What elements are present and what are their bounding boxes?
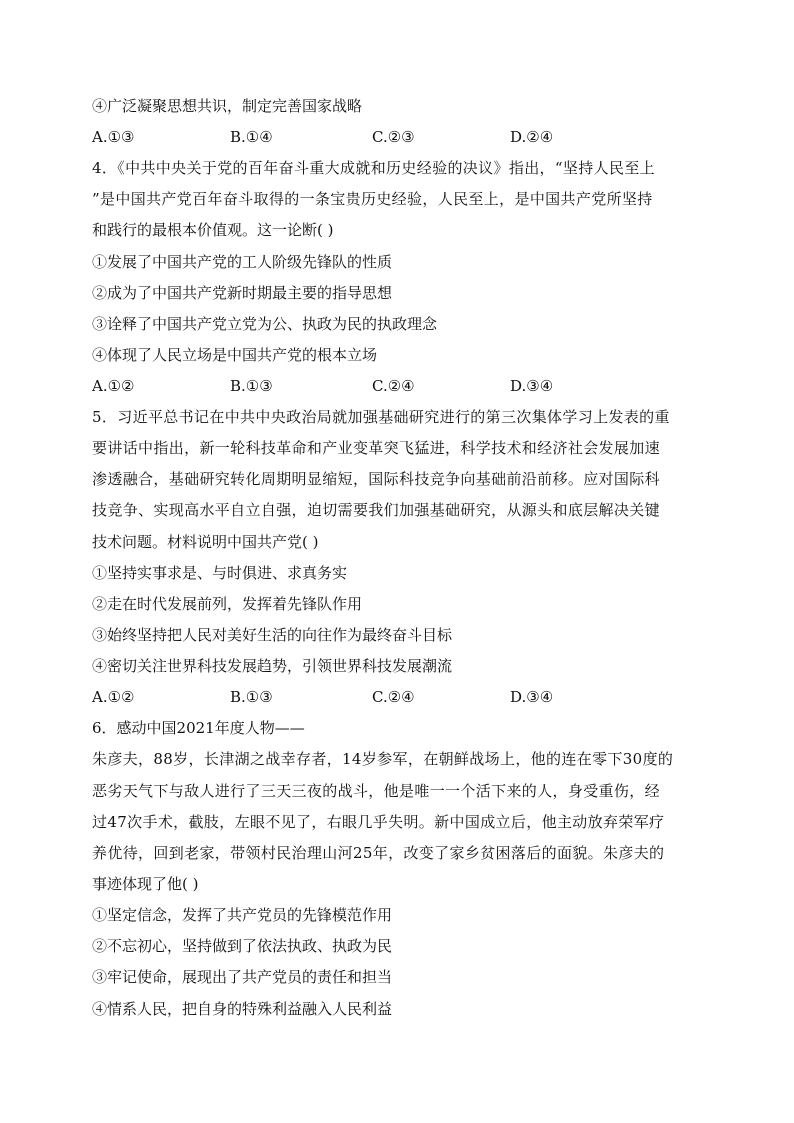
q6-option-3: ③牢记使命，展现出了共产党员的责任和担当 <box>92 968 393 986</box>
q6-stem-line-1: 6．感动中国2021年度人物—— <box>92 719 305 737</box>
q5-stem-line-2: 要讲话中指出，新一轮科技革命和产业变革突飞猛进，科学技术和经济社会发展加速 <box>92 439 660 457</box>
q4-option-4: ④体现了人民立场是中国共产党的根本立场 <box>92 346 378 364</box>
q5-option-4: ④密切关注世界科技发展趋势，引领世界科技发展潮流 <box>92 657 453 675</box>
q6-option-2: ②不忘初心，坚持做到了依法执政、执政为民 <box>92 937 393 955</box>
q5-option-1: ①坚持实事求是、与时俱进、求真务实 <box>92 564 348 582</box>
q6-stem-line-5: 养优待，回到老家，带领村民治理山河25年，改变了家乡贫困落后的面貌。朱彦夫的 <box>92 844 665 862</box>
q3-choice-a[interactable]: A.①③ <box>92 128 135 146</box>
q5-option-3: ③始终坚持把人民对美好生活的向往作为最终奋斗目标 <box>92 626 453 644</box>
q6-option-4: ④情系人民，把自身的特殊利益融入人民利益 <box>92 1000 393 1018</box>
q4-choice-a[interactable]: A.①② <box>92 377 135 395</box>
q6-stem-line-6: 事迹体现了他( ) <box>92 875 199 893</box>
q5-choice-c[interactable]: C.②④ <box>372 688 415 706</box>
q5-option-2: ②走在时代发展前列，发挥着先锋队作用 <box>92 595 363 613</box>
q5-stem-line-3: 渗透融合，基础研究转化周期明显缩短，国际科技竞争向基础前沿前移。应对国际科 <box>92 470 660 488</box>
q4-choice-d[interactable]: D.③④ <box>510 377 554 395</box>
q5-choice-b[interactable]: B.①③ <box>230 688 273 706</box>
q3-choice-c[interactable]: C.②③ <box>372 128 415 146</box>
q3-choices <box>92 127 712 147</box>
q5-stem-line-4: 技竞争、实现高水平自立自强，迫切需要我们加强基础研究，从源头和底层解决关键 <box>92 501 660 519</box>
q4-choices <box>92 376 712 396</box>
q3-choice-d[interactable]: D.②④ <box>510 128 554 146</box>
q6-stem-line-2: 朱彦夫，88岁，长津湖之战幸存者，14岁参军，在朝鲜战场上，他的连在零下30度的 <box>92 750 674 768</box>
q3-choice-b[interactable]: B.①④ <box>230 128 273 146</box>
q5-choice-d[interactable]: D.③④ <box>510 688 554 706</box>
q4-choice-b[interactable]: B.①③ <box>230 377 273 395</box>
q5-choices <box>92 687 712 707</box>
q3-option-4: ④广泛凝聚思想共识，制定完善国家战略 <box>92 97 363 115</box>
q4-stem-line-1: 4．《中共中央关于党的百年奋斗重大成就和历史经验的决议》指出，“坚持人民至上 <box>92 159 656 177</box>
q4-stem-line-2: ”是中国共产党百年奋斗取得的一条宝贵历史经验，人民至上，是中国共产党所坚持 <box>92 190 653 208</box>
q4-choice-c[interactable]: C.②④ <box>372 377 415 395</box>
q5-stem-line-1: 5．习近平总书记在中共中央政治局就加强基础研究进行的第三次集体学习上发表的重 <box>92 408 670 426</box>
q6-option-1: ①坚定信念，发挥了共产党员的先锋模范作用 <box>92 906 393 924</box>
q5-choice-a[interactable]: A.①② <box>92 688 135 706</box>
q4-option-1: ①发展了中国共产党的工人阶级先锋队的性质 <box>92 253 393 271</box>
q4-option-2: ②成为了中国共产党新时期最主要的指导思想 <box>92 284 393 302</box>
q6-stem-line-3: 恶劣天气下与敌人进行了三天三夜的战斗，他是唯一一个活下来的人，身受重伤，经 <box>92 782 660 800</box>
q5-stem-line-5: 技术问题。材料说明中国共产党( ) <box>92 533 319 551</box>
q4-option-3: ③诠释了中国共产党立党为公、执政为民的执政理念 <box>92 315 438 333</box>
q6-stem-line-4: 过47次手术，截肢，左眼不见了，右眼几乎失明。新中国成立后，他主动放弃荣军疗 <box>92 813 665 831</box>
q4-stem-line-3: 和践行的最根本价值观。这一论断( ) <box>92 221 334 239</box>
